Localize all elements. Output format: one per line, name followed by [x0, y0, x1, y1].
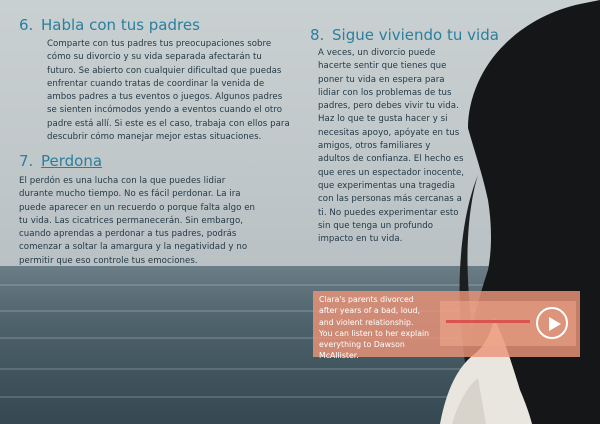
text-line: tu vida. Las cicatrices permanecerán. Sin embargo,: [19, 215, 244, 226]
text-line: ambos padres a tus eventos o juegos. Algunos padres: [47, 92, 283, 103]
section-title: Sigue viviendo tu vida: [332, 26, 499, 44]
video-callout: [313, 291, 580, 361]
text-line: que experimentas una tragedia: [318, 180, 456, 191]
text-line: padres, pero debes vivir tu vida.: [318, 101, 459, 112]
section-8-heading: [310, 26, 499, 44]
text-line: que eres un espectador inocente,: [318, 167, 465, 178]
text-line: con las personas más cercanas a: [318, 194, 462, 205]
section-6-heading: [19, 16, 200, 34]
caption-line: Clara's parents divorced: [319, 295, 414, 304]
caption-line: everything to Dawson: [319, 340, 405, 350]
text-line: lidiar con los problemas de tus: [318, 87, 452, 98]
text-line: sin que tenga un profundo: [318, 220, 434, 231]
text-line: El perdón es una lucha con la que puedes lidiar: [19, 176, 226, 186]
section-number: 7.: [19, 152, 34, 170]
text-line: amigos, otros familiares y: [318, 141, 431, 152]
section-title: Habla con tus padres: [41, 16, 200, 34]
text-line: durante mucho tiempo. No es fácil perdonar. La ira: [19, 189, 241, 200]
section-number: 6.: [19, 16, 34, 34]
text-line: Comparte con tus padres tus preocupaciones sobre: [47, 39, 272, 49]
text-line: se sienten incómodos yendo a eventos cuando el otro: [47, 105, 283, 116]
section-number: 8.: [310, 26, 325, 44]
perdona-link[interactable]: Perdona: [41, 152, 103, 170]
text-line: futuro. Se abierto con cualquier dificultad que puedas: [47, 65, 282, 76]
video-player[interactable]: [440, 301, 576, 346]
text-line: permitir que eso controle tus emociones.: [19, 255, 198, 266]
text-line: Haz lo que te gusta hacer y si: [318, 114, 448, 125]
text-line: A veces, un divorcio puede: [318, 48, 436, 58]
caption-line: after years of a bad, loud,: [319, 306, 421, 316]
section-6-body: [47, 38, 307, 144]
text-line: comenzar a soltar la amargura y la negatividad y no: [19, 242, 248, 253]
text-line: cómo su divorcio y su vida separada afectarán tu: [47, 52, 262, 63]
text-line: cuando aprendas a perdonar a tus padres, podrás: [19, 229, 237, 240]
text-line: descubrir cómo manejar mejor estas situaciones.: [47, 132, 262, 143]
text-line: adultos de confianza. El hecho es: [318, 154, 464, 165]
caption-line: McAllister.: [319, 351, 359, 361]
video-progress-fill: [446, 320, 530, 323]
section-7-heading: [19, 152, 102, 170]
caption-line: You can listen to her explain: [319, 328, 430, 338]
text-line: hacerte sentir que tienes que: [318, 61, 447, 72]
text-line: necesitas apoyo, apóyate en tus: [318, 127, 460, 138]
play-button[interactable]: [536, 307, 568, 339]
section-7-body: [19, 175, 299, 268]
caption-line: and violent relationship.: [319, 317, 414, 327]
text-line: padre está allí. Si este es el caso, trabaja con ellos para: [47, 118, 290, 129]
text-line: ti. No puedes experimentar esto: [318, 207, 459, 218]
text-line: puede aparecer en un recuerdo o porque falta algo en: [19, 202, 256, 213]
video-progress-bar[interactable]: [446, 320, 530, 323]
text-line: poner tu vida en espera para: [318, 74, 445, 85]
play-icon: [547, 316, 563, 332]
video-caption: [319, 294, 449, 362]
text-line: impacto en tu vida.: [318, 234, 403, 245]
section-8-body: [318, 47, 478, 246]
text-line: enfrentar cuando tratas de coordinar la venida de: [47, 78, 265, 89]
